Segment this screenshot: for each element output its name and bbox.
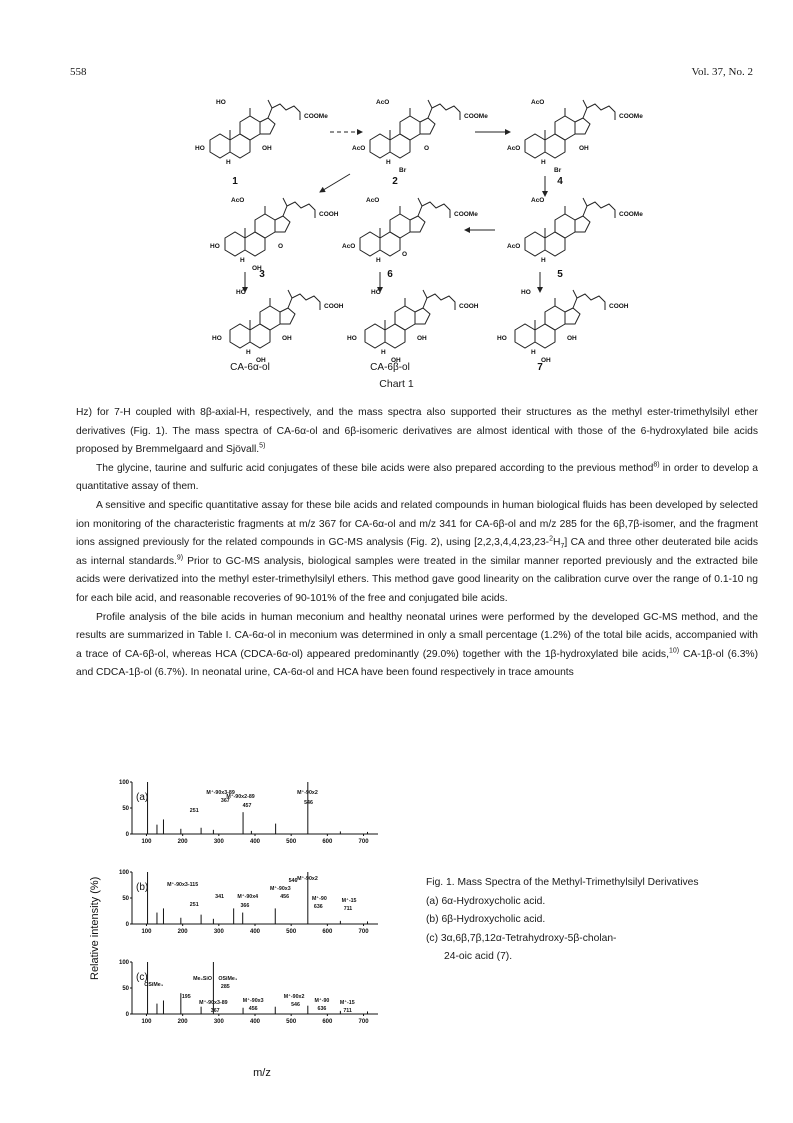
compound-4-structure <box>525 100 615 158</box>
peak-annotation: OSiMe₃ <box>218 976 238 982</box>
atom-label-ca6a-12-ho: HO <box>236 289 246 296</box>
atom-label-ca6a-5-h: H <box>246 349 251 356</box>
x-tick-label: 200 <box>177 929 188 935</box>
atom-label-ca6a-6-oh: OH <box>256 357 266 364</box>
atom-label-c4-6-br: Br <box>554 167 562 174</box>
x-tick-label: 200 <box>177 1019 188 1025</box>
atom-label-c2-3-aco: AcO <box>352 145 366 152</box>
x-tick-label: 700 <box>358 839 369 845</box>
panel-label: (b) <box>136 882 149 893</box>
atom-label-c5-coome: COOMe <box>619 211 643 218</box>
paragraph-3-text-c: Prior to GC-MS analysis, biological samples were treated in the similar manner reported previously and the extracted bile acids were derivatized into the methyl ester-trimethylsilyl ethers. This method gave good linearity on the calibration curve over the range of 0.1-10 ng for each bile acid, and reasonable recoveries of 90-101% of the free and conjugated bile acids. <box>76 555 758 604</box>
paragraph-4-text-a: Profile analysis of the bile acids in human meconium and healthy neonatal urines were performed by the developed GC-MS method, and the results are summarized in Table I. CA-6α-ol in meconium was determined in only a small percentage (1.2%) of the total bile acids, accompanied with a trace of CA-6β-ol, whereas HCA (CDCA-6α-ol) appeared predominantly (29.0%) together with the 1β-hydroxylated bile acids, <box>76 611 758 660</box>
peak-annotation: Me₃SiO <box>193 976 213 982</box>
x-tick-label: 700 <box>358 1019 369 1025</box>
x-tick-label: 700 <box>358 929 369 935</box>
atom-label-ca6b-5-h: H <box>381 349 386 356</box>
atom-label-c1-coome: COOMe <box>304 113 328 120</box>
peak-annotation: 457 <box>242 803 252 809</box>
peak-annotation: M⁺-90x2-89 <box>226 794 255 800</box>
compound-5-structure <box>525 198 615 256</box>
reaction-scheme <box>190 92 643 392</box>
peak-annotation: M⁺-90x3 <box>269 886 291 892</box>
atom-label-ca6b-3-ho: HO <box>347 335 357 342</box>
atom-label-c6-12-aco: AcO <box>366 197 380 204</box>
deuterium-count-subscript: 7 <box>560 543 565 551</box>
compound-label-1: 1 <box>232 176 238 187</box>
mass-spectra-chart <box>84 770 384 1080</box>
peak-annotation: M⁺-90x3-115 <box>167 882 199 888</box>
atom-label-c7-3-ho: HO <box>497 335 507 342</box>
compound-7-structure <box>515 290 605 348</box>
peak-annotation: 251 <box>189 902 199 908</box>
x-tick-label: 300 <box>213 929 224 935</box>
compound-label-3: 3 <box>259 269 265 280</box>
peak-annotation: 546 <box>288 878 298 884</box>
x-tick-label: 100 <box>141 929 152 935</box>
body-text <box>76 404 758 683</box>
peak-annotation: 367 <box>220 798 230 804</box>
atom-label-c6-5-h: H <box>376 257 381 264</box>
peak-annotation: 546 <box>304 800 313 806</box>
atom-label-ca6b-7-oh: OH <box>417 335 427 342</box>
atom-label-c4-coome: COOMe <box>619 113 643 120</box>
ca-6a-ol-structure <box>230 290 320 348</box>
x-tick-label: 500 <box>286 839 297 845</box>
atom-label-c1-3-ho: HO <box>195 145 205 152</box>
atom-label-c3-6-oh: OH <box>252 265 262 272</box>
peak-annotation: M⁺-15 <box>339 1000 355 1006</box>
panel-label: (a) <box>136 792 149 803</box>
x-tick-label: 100 <box>141 1019 152 1025</box>
atom-label-c5-3-aco: AcO <box>507 243 521 250</box>
legend-title: Fig. 1. Mass Spectra of the Methyl-Trimethylsilyl Derivatives <box>426 877 699 888</box>
atom-label-c3-3-ho: HO <box>210 243 220 250</box>
y-tick-label: 100 <box>118 870 129 876</box>
peak-annotation: 195 <box>181 994 191 1000</box>
atom-label-c5-12-aco: AcO <box>531 197 545 204</box>
compound-2-structure <box>370 100 460 158</box>
x-tick-label: 500 <box>286 929 297 935</box>
atom-label-c6-coome: COOMe <box>454 211 478 218</box>
x-tick-label: 400 <box>249 929 261 935</box>
peak-annotation: 456 <box>280 894 290 900</box>
x-tick-label: 300 <box>213 1019 224 1025</box>
atom-label-ca6a-3-ho: HO <box>212 335 222 342</box>
compound-1-structure <box>210 100 300 158</box>
x-tick-label: 600 <box>322 1019 333 1025</box>
atom-label-c7-cooh: COOH <box>609 303 629 310</box>
atom-label-c1-12-ho: HO <box>216 99 226 106</box>
y-tick-label: 50 <box>122 986 129 992</box>
compound-label-2: 2 <box>392 176 398 187</box>
reaction-arrows <box>245 132 545 292</box>
peak-annotation: 711 <box>343 1008 352 1014</box>
paragraph-2-text-b: in order to develop a quantitative assay of them. <box>76 462 758 493</box>
y-tick-label: 50 <box>122 806 129 812</box>
y-tick-label: 50 <box>122 896 129 902</box>
paragraph-3-text-a: A sensitive and specific quantitative assay for these bile acids and related compounds in human biological fluids has been developed by selected ion monitoring of the characteristic fragments at m/z 367 for CA-6α-ol and m/z 341 for CA-6β-ol and m/z 285 for the 6β,7β-isomer, and the fragment ions assigned previously for the related compounds in GC-MS analysis (Fig. 2), using [2,2,3,4,4,23,23- <box>76 499 758 549</box>
atom-label-c1-5-h: H <box>226 159 231 166</box>
compound-label-ca-6b-ol: CA-6β-ol <box>370 362 410 373</box>
peak-annotation: M⁺-15 <box>341 898 357 904</box>
y-tick-label: 100 <box>118 780 129 786</box>
compound-label-ca-6a-ol: CA-6α-ol <box>230 362 270 373</box>
paragraph-2 <box>76 460 758 497</box>
y-tick-label: 0 <box>125 922 129 928</box>
compound-label-7: 7 <box>537 362 543 373</box>
legend-item-b: (b) 6β-Hydroxycholic acid. <box>426 914 546 925</box>
compound-label-6: 6 <box>387 269 393 280</box>
spectrum-panel-c <box>119 960 378 1025</box>
peak-annotation: 285 <box>220 984 230 990</box>
peak-annotation: 366 <box>240 903 250 909</box>
x-tick-label: 200 <box>177 839 188 845</box>
spectrum-panel-b <box>119 870 378 935</box>
x-tick-label: 400 <box>249 839 261 845</box>
peak-annotation: M⁺-90 <box>314 998 330 1004</box>
atom-label-c6-3-aco: AcO <box>342 243 356 250</box>
peak-annotation: M⁺-90 <box>311 896 327 902</box>
atom-label-c3-5-h: H <box>240 257 245 264</box>
atom-label-c4-7-oh: OH <box>579 145 589 152</box>
peak-annotation: M⁺-90x2 <box>297 876 318 882</box>
atom-label-ca6a-7-oh: OH <box>282 335 292 342</box>
compound-label-5: 5 <box>557 269 563 280</box>
paragraph-4 <box>76 609 758 683</box>
atom-label-ca6b-12-ho: HO <box>371 289 381 296</box>
peak-annotation: 546 <box>291 1002 300 1008</box>
atom-label-c4-12-aco: AcO <box>531 99 545 106</box>
atom-label-c6-epoxide-o: O <box>402 251 408 258</box>
paragraph-4-text-b: CA-1β-ol (6.3%) and CDCA-1β-ol (6.7%). In neonatal urine, CA-6α-ol and HCA have been found respectively in trace amounts <box>76 648 759 679</box>
compound-6-structure <box>360 198 450 256</box>
ca-6b-ol-structure <box>365 290 455 348</box>
x-tick-label: 400 <box>249 1019 261 1025</box>
peak-annotation: 456 <box>248 1006 258 1012</box>
paragraph-3-text-b: ] CA and three other deuterated bile acids as internal standards. <box>76 537 759 567</box>
deuterium-symbol: H <box>553 537 561 549</box>
y-axis-label: Relative intensity (%) <box>89 876 101 980</box>
peak-annotation: 341 <box>215 894 224 900</box>
y-tick-label: 0 <box>125 1012 129 1018</box>
compound-3-structure <box>225 198 315 256</box>
legend-item-c: (c) 3α,6β,7β,12α-Tetrahydroxy-5β-cholan- <box>426 932 617 944</box>
atom-label-c4-3-aco: AcO <box>507 145 521 152</box>
paragraph-2-text-a: The glycine, taurine and sulfuric acid conjugates of these bile acids were also prepared according to the previous method <box>96 462 654 474</box>
atom-label-c7-12-ho: HO <box>521 289 531 296</box>
x-tick-label: 600 <box>322 929 333 935</box>
y-tick-label: 0 <box>125 832 129 838</box>
peak-annotation: M⁺-90x4 <box>237 894 259 900</box>
atom-label-c1-7-oh: OH <box>262 145 272 152</box>
reference-10: 10) <box>668 647 680 655</box>
paragraph-1-text: Hz) for 7-H coupled with 8β-axial-H, respectively, and the mass spectra also supported their structures as the methyl ester-trimethylsilyl ether derivatives (Fig. 1). The mass spectra of CA-6α-ol and 6β-isomeric derivatives are almost identical with those of the 6-hydroxylated bile acids proposed by Bremmelgaard and Sjövall. <box>76 407 758 456</box>
panel-label: (c) <box>136 972 148 983</box>
legend-item-a: (a) 6α-Hydroxycholic acid. <box>426 895 546 907</box>
x-tick-label: 500 <box>286 1019 297 1025</box>
atom-label-ca6b-cooh: COOH <box>459 303 479 310</box>
atom-label-c7-5-h: H <box>531 349 536 356</box>
reaction-scheme-drawing <box>190 92 643 392</box>
peak-annotation: M⁺-90x3-89 <box>206 790 235 796</box>
spectrum-panel-a <box>119 780 378 845</box>
figure-1-mass-spectra <box>84 770 384 1080</box>
atom-label-c3-12-aco: AcO <box>231 197 245 204</box>
reference-8: 8) <box>653 461 660 469</box>
deuterium-mass-superscript: 2 <box>549 535 554 543</box>
atom-label-c3-7-o: O <box>278 243 284 250</box>
atom-label-c5-5-h: H <box>541 257 546 264</box>
journal-volume: Vol. 37, No. 2 <box>691 66 753 78</box>
atom-label-c7-7-oh: OH <box>567 335 577 342</box>
atom-label-c2-5-h: H <box>386 159 391 166</box>
paragraph-1 <box>76 404 758 460</box>
atom-label-c2-coome: COOMe <box>464 113 488 120</box>
peak-annotation: M⁺-90x2 <box>297 790 318 796</box>
peak-annotation: 636 <box>317 1006 327 1012</box>
atom-label-c2-12-aco: AcO <box>376 99 390 106</box>
peak-annotation: 251 <box>189 808 199 814</box>
atom-label-c7-6-oh: OH <box>541 357 551 364</box>
y-tick-label: 100 <box>118 960 129 966</box>
figure-1-legend <box>426 874 766 967</box>
atom-label-c2-6-br: Br <box>399 167 407 174</box>
peak-annotation: M⁺-90x3 <box>242 998 264 1004</box>
chart-caption: Chart 1 <box>379 378 414 390</box>
peak-annotation: 367 <box>210 1008 220 1014</box>
atom-label-c3-cooh: COOH <box>319 211 339 218</box>
x-tick-label: 600 <box>322 839 333 845</box>
x-tick-label: 100 <box>141 839 152 845</box>
reference-5: 5) <box>259 442 266 450</box>
paragraph-3 <box>76 497 758 609</box>
legend-item-c-cont: 24-oic acid (7). <box>444 951 513 962</box>
reference-9: 9) <box>176 554 184 562</box>
peak-annotation: M⁺-90x2 <box>283 994 305 1000</box>
x-axis-label: m/z <box>253 1067 271 1079</box>
atom-label-ca6b-6-oh: OH <box>391 357 401 364</box>
atom-label-c4-5-h: H <box>541 159 546 166</box>
atom-label-c2-7-o: O <box>424 145 430 152</box>
peak-annotation: 711 <box>343 906 353 912</box>
peak-annotation: M⁺-90x3-89 <box>199 1000 228 1006</box>
page-number: 558 <box>70 66 87 78</box>
x-tick-label: 300 <box>213 839 224 845</box>
atom-label-ca6a-cooh: COOH <box>324 303 344 310</box>
peak-annotation: OSiMe₃ <box>144 982 164 988</box>
peak-annotation: 636 <box>313 904 323 910</box>
compound-label-4: 4 <box>557 176 563 187</box>
